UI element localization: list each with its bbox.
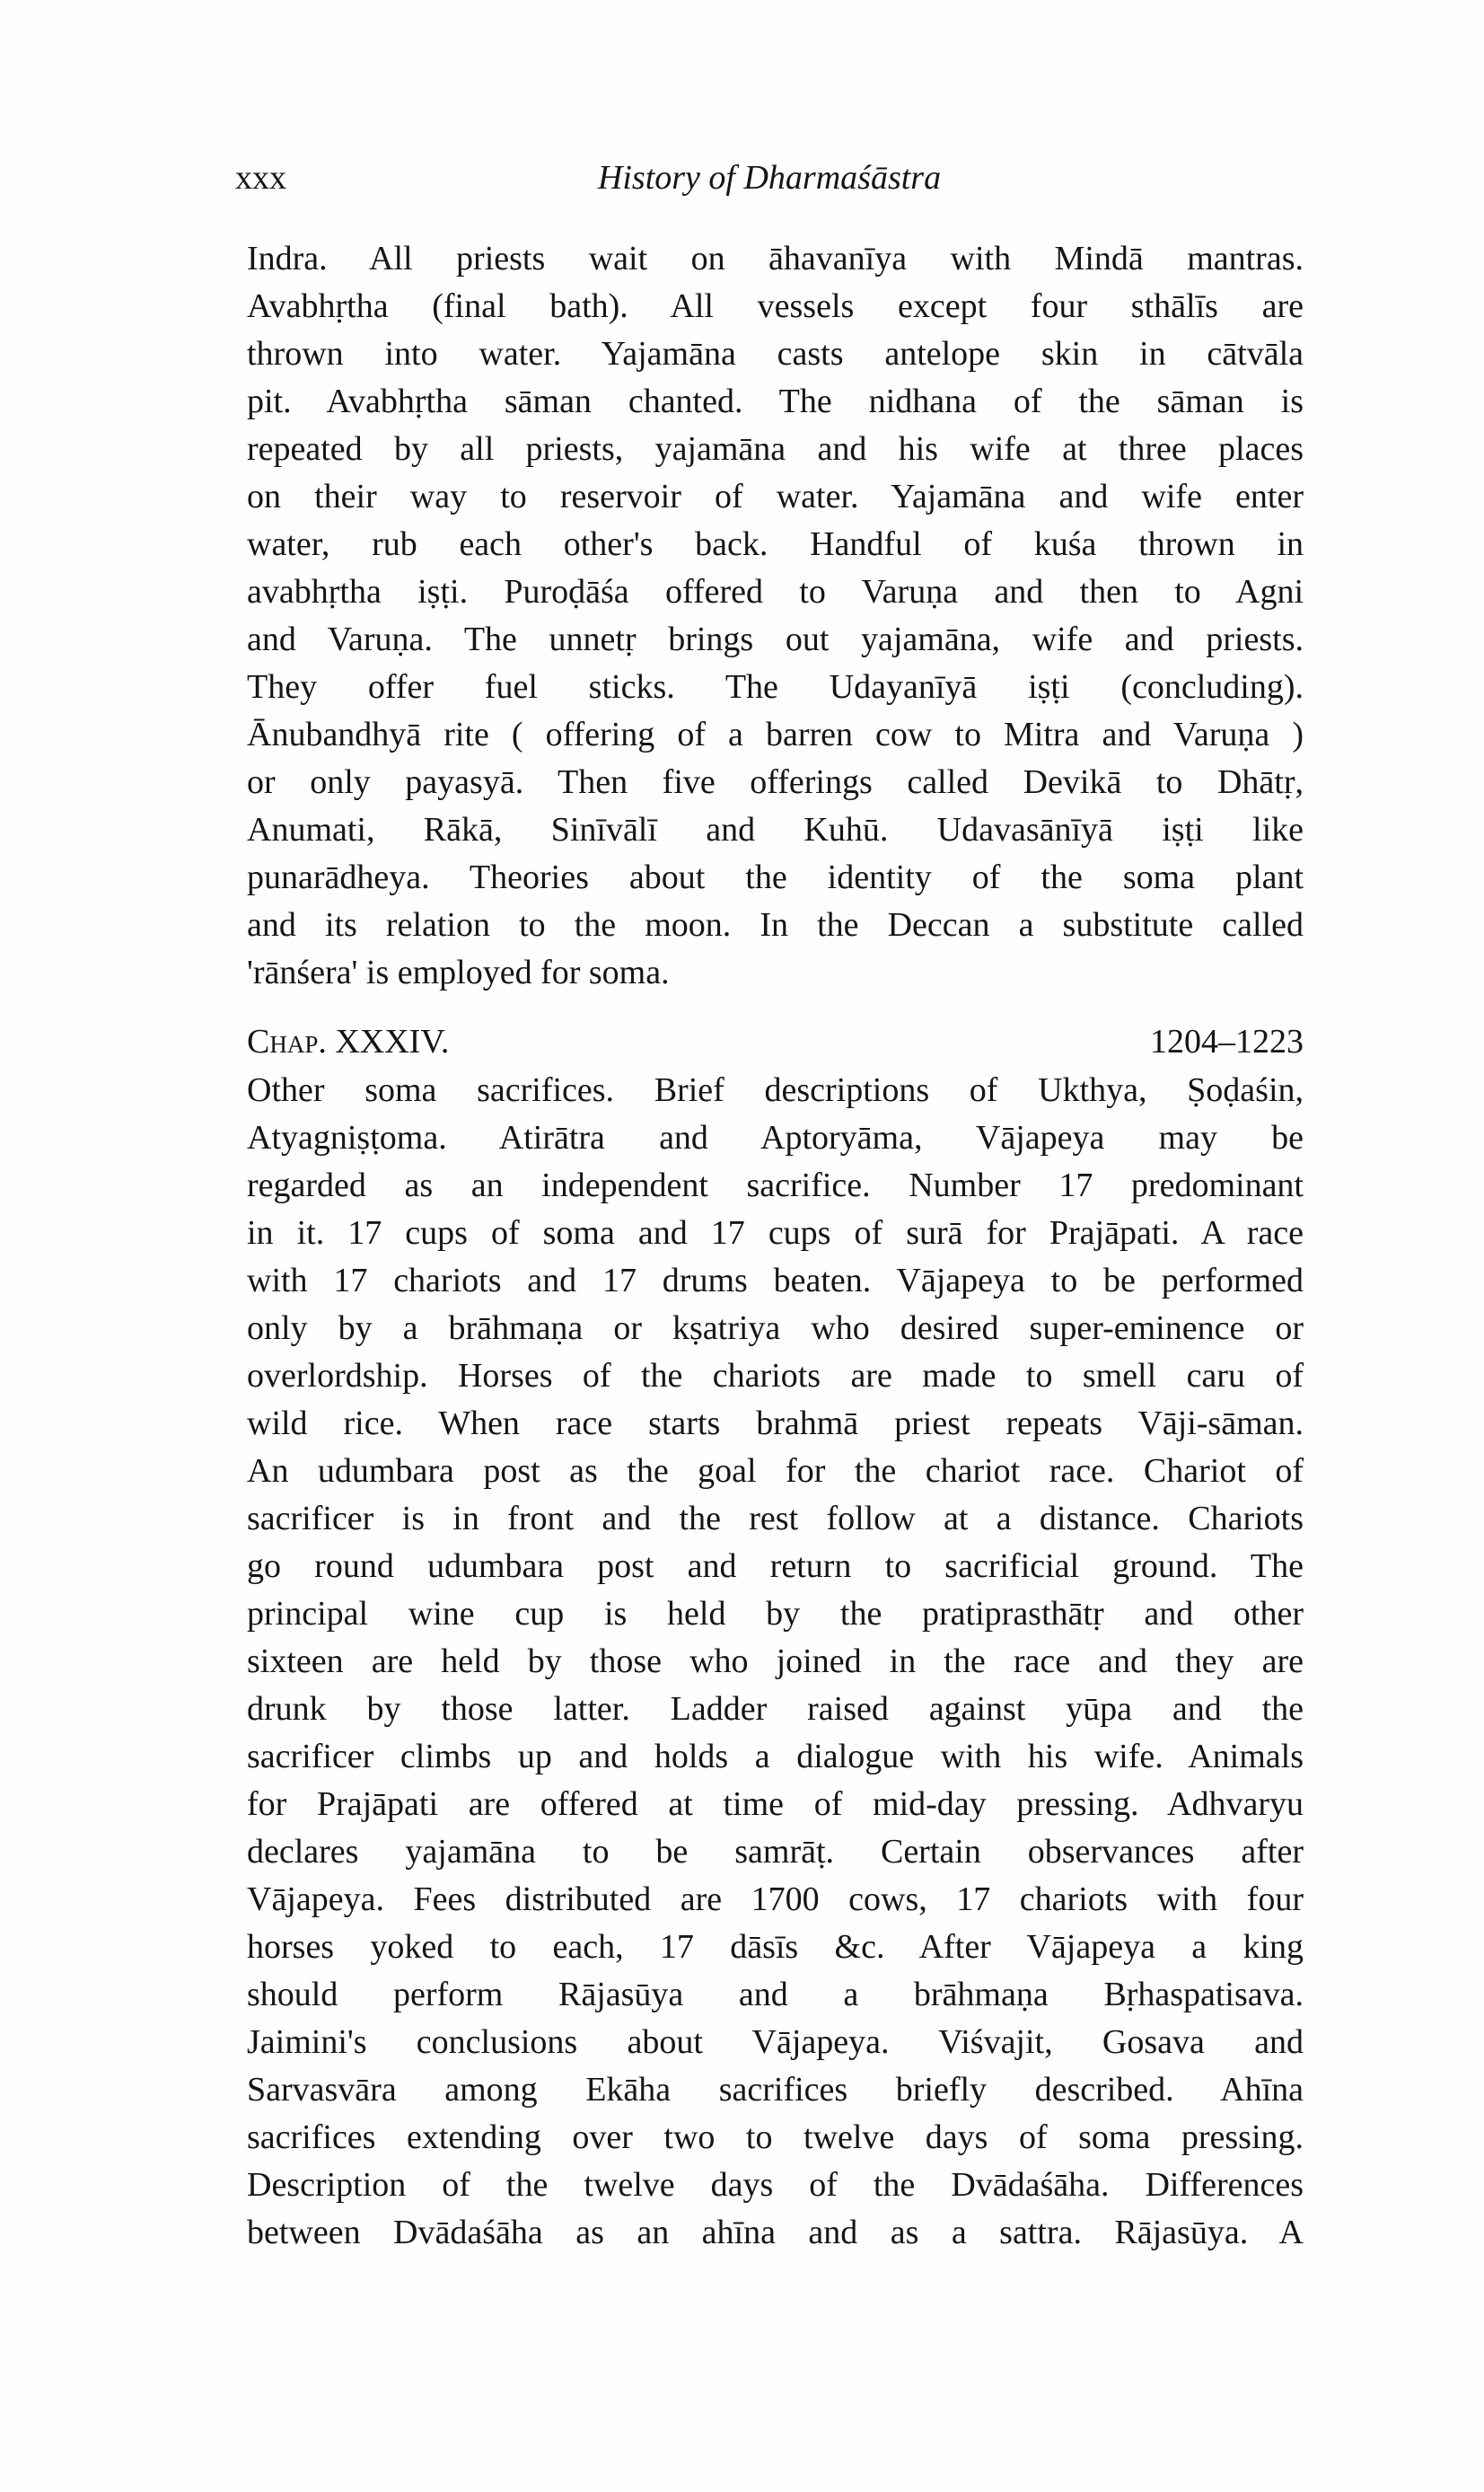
- text-line: sixteen are held by those who joined in the race and they are: [247, 1642, 1304, 1680]
- page-header: [235, 158, 1304, 212]
- text-line: with 17 chariots and 17 drums beaten. Vājapeya to be performed: [247, 1262, 1304, 1299]
- text-line: only by a brāhmaṇa or kṣatriya who desired super-eminence or: [247, 1309, 1304, 1347]
- text-line: regarded as an independent sacrifice. Number 17 predominant: [247, 1167, 1304, 1204]
- text-line: wild rice. When race starts brahmā priest repeats Vāji-sāman.: [247, 1405, 1304, 1442]
- text-line: sacrificer is in front and the rest follow at a distance. Chariots: [247, 1500, 1304, 1537]
- text-line: sacrifices extending over two to twelve days of soma pressing.: [247, 2118, 1304, 2156]
- text-line: Atyagniṣṭoma. Atirātra and Aptoryāma, Vājapeya may be: [247, 1119, 1304, 1157]
- text-line: principal wine cup is held by the pratiprasthātṛ and other: [247, 1595, 1304, 1633]
- text-line: Other soma sacrifices. Brief descriptions of Ukthya, Ṣoḍaśin,: [247, 1071, 1304, 1109]
- text-line: An udumbara post as the goal for the chariot race. Chariot of: [247, 1452, 1304, 1490]
- text-line: for Prajāpati are offered at time of mid-day pressing. Adhvaryu: [247, 1785, 1304, 1823]
- text-line: overlordship. Horses of the chariots are made to smell caru of: [247, 1357, 1304, 1395]
- text-line: declares yajamāna to be samrāṭ. Certain observances after: [247, 1833, 1304, 1871]
- text-line: repeated by all priests, yajamāna and his wife at three places: [247, 430, 1304, 468]
- text-line: should perform Rājasūya and a brāhmaṇa Bṛhaspatisava.: [247, 1976, 1304, 2013]
- chapter-page-range: 1204–1223: [1150, 1023, 1304, 1061]
- text-line: sacrificer climbs up and holds a dialogue with his wife. Animals: [247, 1738, 1304, 1775]
- running-title: History of Dharmaśāstra: [597, 159, 942, 197]
- text-line: Sarvasvāra among Ekāha sacrifices briefly described. Ahīna: [247, 2071, 1304, 2109]
- text-line: horses yoked to each, 17 dāsīs &c. After Vājapeya a king: [247, 1928, 1304, 1966]
- text-line: They offer fuel sticks. The Udayanīyā iṣṭi (concluding).: [247, 668, 1304, 706]
- text-line: and Varuṇa. The unnetṛ brings out yajamāna, wife and priests.: [247, 621, 1304, 658]
- text-line: Vājapeya. Fees distributed are 1700 cows, 17 chariots with four: [247, 1880, 1304, 1918]
- page-number: xxx: [235, 159, 286, 197]
- paragraph-chapter-34-summary: [247, 1067, 1304, 2257]
- text-line: punarādheya. Theories about the identity of the soma plant: [247, 859, 1304, 896]
- text-line: Jaimini's conclusions about Vājapeya. Viśvajit, Gosava and: [247, 2023, 1304, 2061]
- text-line: Description of the twelve days of the Dvādaśāha. Differences: [247, 2166, 1304, 2204]
- text-line: Ānubandhyā rite ( offering of a barren cow to Mitra and Varuṇa ): [247, 716, 1304, 753]
- chapter-label: Chap. XXXIV.: [247, 1023, 450, 1061]
- text-line: water, rub each other's back. Handful of kuśa thrown in: [247, 525, 1304, 563]
- text-line: 'rānśera' is employed for soma.: [247, 954, 670, 991]
- text-line: thrown into water. Yajamāna casts antelope skin in cātvāla: [247, 335, 1304, 373]
- text-line: between Dvādaśāha as an ahīna and as a sattra. Rājasūya. A: [247, 2214, 1304, 2251]
- chapter-heading: [247, 1018, 1304, 1066]
- text-line: Indra. All priests wait on āhavanīya with Mindā mantras.: [247, 240, 1304, 277]
- text-line: avabhṛtha iṣṭi. Puroḍāśa offered to Varuṇa and then to Agni: [247, 573, 1304, 611]
- paragraph-chapter-33-summary: [247, 235, 1304, 997]
- text-line: Avabhṛtha (final bath). All vessels except four sthālīs are: [247, 287, 1304, 325]
- text-line: or only payasyā. Then five offerings called Devikā to Dhātṛ,: [247, 763, 1304, 801]
- text-line: pit. Avabhṛtha sāman chanted. The nidhana of the sāman is: [247, 383, 1304, 420]
- text-line: Anumati, Rākā, Sinīvālī and Kuhū. Udavasānīyā iṣṭi like: [247, 811, 1304, 849]
- text-line: in it. 17 cups of soma and 17 cups of surā for Prajāpati. A race: [247, 1214, 1304, 1252]
- text-line: and its relation to the moon. In the Deccan a substitute called: [247, 906, 1304, 944]
- text-line: drunk by those latter. Ladder raised against yūpa and the: [247, 1690, 1304, 1728]
- text-line: go round udumbara post and return to sacrificial ground. The: [247, 1547, 1304, 1585]
- text-line: on their way to reservoir of water. Yajamāna and wife enter: [247, 478, 1304, 515]
